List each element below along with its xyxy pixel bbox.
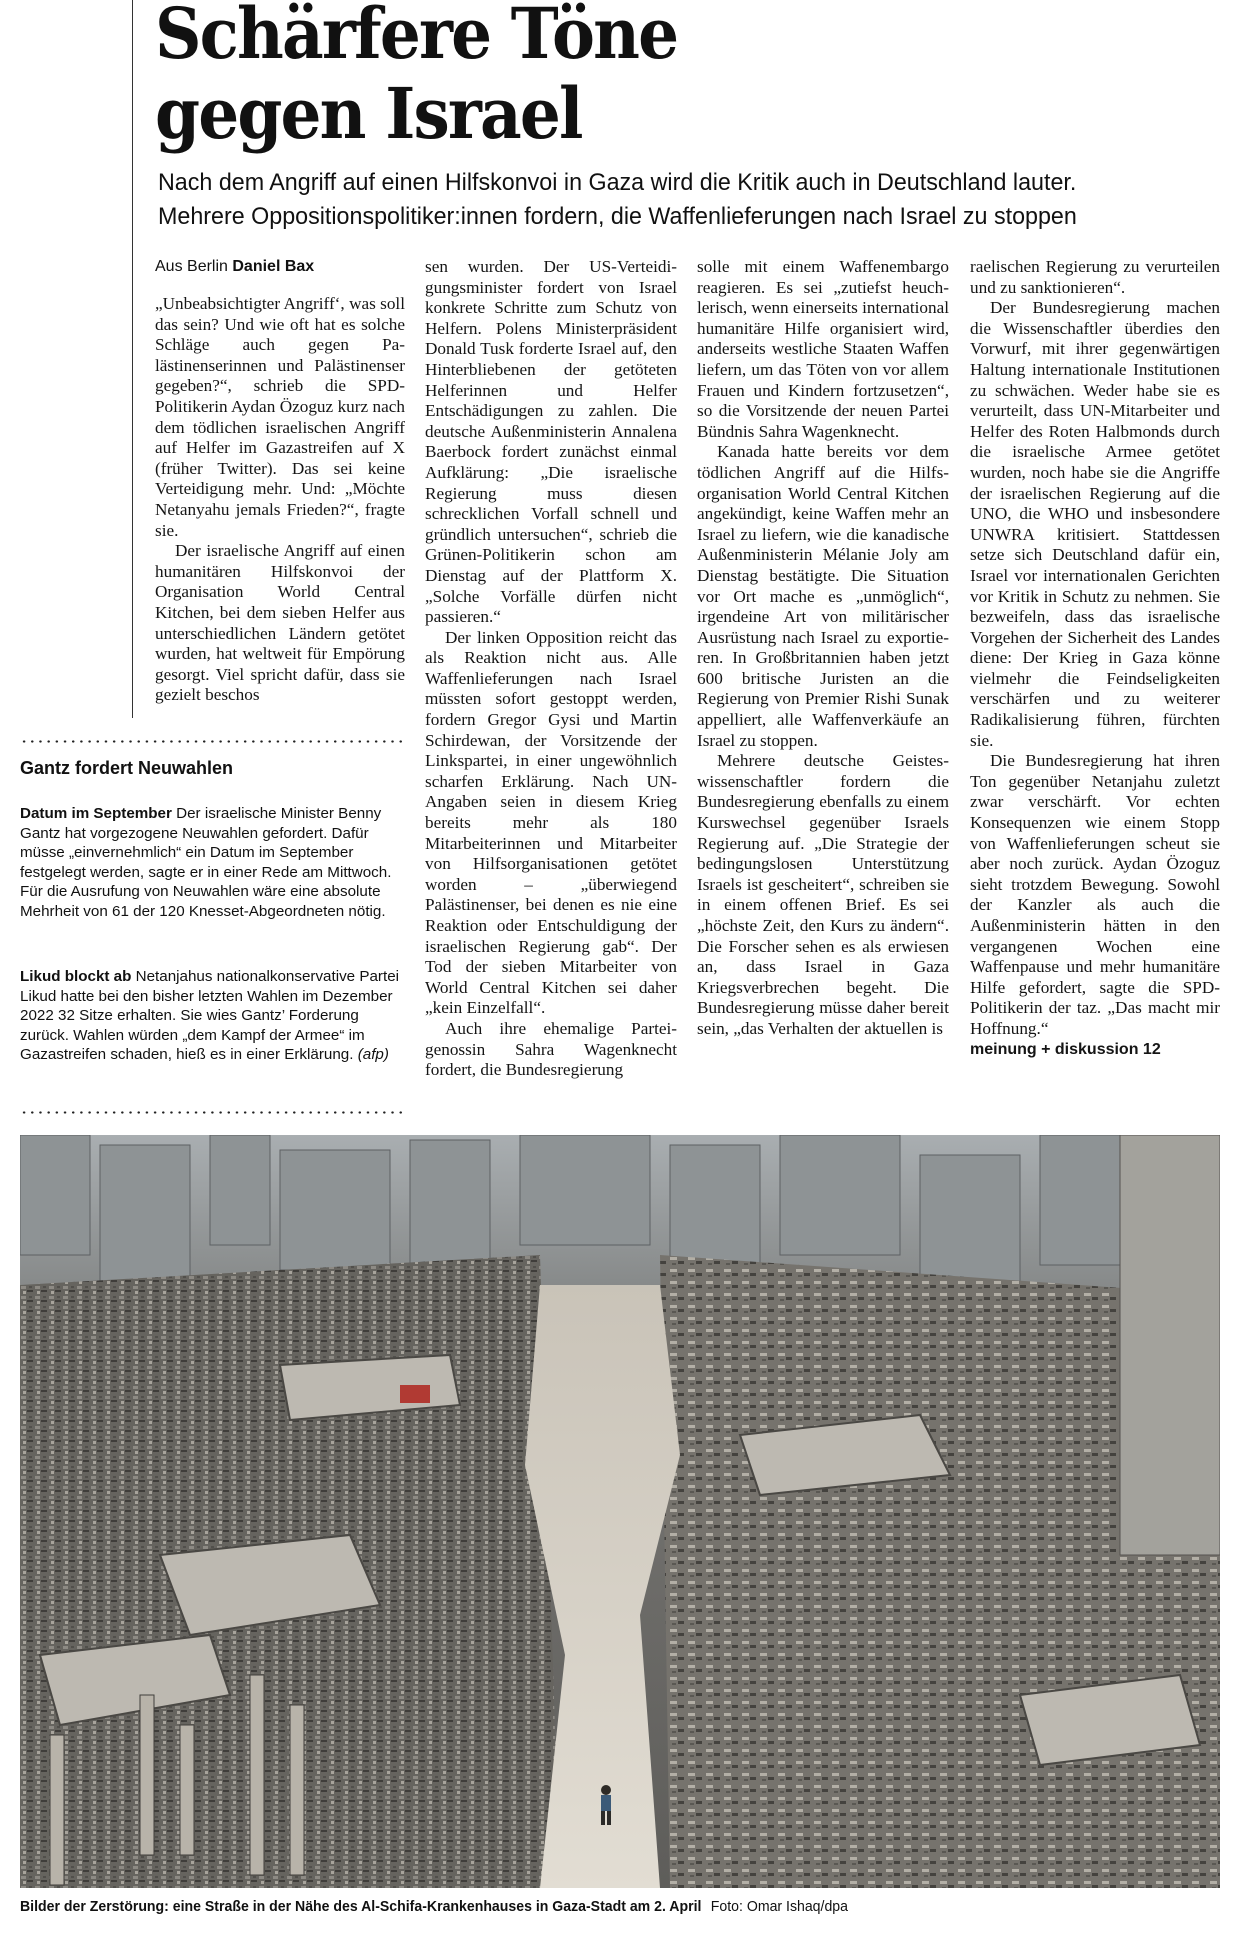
paragraph: Kanada hatte bereits vor dem tödlichen Angriff auf die Hilfsorganisation World Central Kitchen angekündigt, keine Waffen mehr an Israel zu liefern, wie die kanadische Außenministerin Mélanie Joly am Dienstag bestätigte. Die Situation vor Ort mache es „unmöglich“, irgendeine Art von militärischer Ausrüstung nach Israel zu exportieren. In Großbritannien haben jetzt 600 britische Juristen an die Regierung von Premier Rishi Sunak appelliert, alle Waffenverkäufe an Israel zu stoppen. xyxy=(697,442,949,750)
headline-line-2: gegen Israel xyxy=(155,72,582,155)
dotted-divider-top xyxy=(20,740,405,743)
paragraph: sen wurden. Der US-Verteidigungsminister fordert von Israel konkrete Schritte zum Schutz von Helfern. Polens Ministerpräsident Donald Tusk forderte Israel auf, den Hinterbliebenen der getöteten Helferinnen und Helfer Entschädigungen zu zahlen. Die deutsche Außenministerin Annalena Baerbock fordert zunächst einmal Aufklärung: „Die israelische Regierung muss diesen schrecklichen Vorfall schnell und gründlich untersuchen“, schrieb die Grünen-Politikerin schon am Dienstag auf der Plattform X. „Solche Vorfälle dürfen nicht passieren.“ xyxy=(425,257,677,627)
headline xyxy=(155,0,677,154)
sidebar-box-item xyxy=(20,804,410,922)
byline-author: Daniel Bax xyxy=(232,258,315,275)
paragraph: Auch ihre ehemalige Parteigenossin Sahra Wagenknecht fordert, die Bundesregierung xyxy=(425,1018,677,1080)
article-column-4 xyxy=(970,257,1220,1060)
paragraph: Der Bundesregierung machen die Wissenschaftler überdies den Vorwurf, mit ihrer gegenwärtigen Haltung internationale Institutionen zu schwächen. Weder habe sie es verurteilt, dass UN-Mitarbeiter und Helfer des Roten Halbmonds durch die israelische Armee getötet wurden, noch habe sie die Angriffe der israelischen Regierung auf die UNO, die WHO und insbesondere UNWRA kritisiert. Stattdessen setze sich Deutschland dafür ein, Israel vor internationalen Gerichten vor Kritik in Schutz zu nehmen. Sie bezweifeln, dass das israelische Vorgehen der Sicherheit des Landes diene: Der Krieg in Gaza könne vielmehr die Feindseligkeiten verschärfen und zu weiterer Radikalisierung führen, fürchten sie. xyxy=(970,298,1220,750)
article-column-3 xyxy=(697,257,949,1040)
news-photo xyxy=(20,1135,1220,1888)
byline xyxy=(155,258,314,276)
photo-caption xyxy=(20,1898,848,1915)
headline-line-1: Schärfere Töne xyxy=(155,0,678,75)
paragraph: „Unbeabsichtigter Angriff‘, was soll das sein? Und wie oft hat es solche Schläge auch gegen Palästinenserinnen und Palästinenser gegeben?“, schrieb die SPD-Politikerin Aydan Özoguz kurz nach dem tödlichen israelischen Angriff auf Helfer im Gazastreifen auf X (früher Twitter). Das sei keine Verteidigung mehr. Und: „Möchte Netanyahu jemals Frieden?“, fragte sie. xyxy=(155,294,405,540)
paragraph: Die Bundesregierung hat ihren Ton gegenüber Netanjahu zuletzt zwar verschärft. Vor echten Konsequenzen wie einem Stopp von Waffenlieferungen scheut sie aber noch zurück. Aydan Özoguz sieht trotzdem Bewegung. Sowohl der Kanzler als auch die Außenministerin hätten in den vergangenen Wochen eine Waffenpause und mehr humanitäre Hilfe gefordert, sagte die SPD-Politikerin der taz. „Das macht mir Hoffnung.“ xyxy=(970,751,1220,1038)
paragraph: Der israelische Angriff auf einen humanitären Hilfskonvoi der Organisation World Central Kitchen, bei dem sieben Helfer aus unterschiedlichen Ländern getötet wurden, hat weltweit für Empörung gesorgt. Viel spricht dafür, dass sie gezielt beschos xyxy=(155,541,405,705)
cross-reference[interactable]: meinung + diskussion 12 xyxy=(970,1040,1161,1058)
dotted-divider-bottom xyxy=(20,1111,405,1114)
paragraph: Der linken Opposition reicht das als Reaktion nicht aus. Alle Waffenlieferungen nach Israel müssten sofort gestoppt werden, fordern Gregor Gysi und Martin Schirdewan, der Vorsitzende der Linkspartei, in einer ungewöhnlich scharfen Erklärung. Nach UN-Angaben seien in diesem Krieg bereits mehr als 180 Mitarbeiterinnen und Mitarbeiter von Hilfsorganisationen getötet worden – „überwiegend Palästinenser, bei denen es nie eine Reaktion oder Entschuldigung der israelischen Regierung gab“. Der Tod der sieben Mitarbeiter von World Central Kitchen sei daher „kein Einzelfall“. xyxy=(425,627,677,1018)
sidebar-item-lead: Likud blockt ab xyxy=(20,968,132,985)
paragraph: solle mit einem Waffenembargo reagieren. Es sei „zutiefst heuchlerisch, wenn einerseits international humanitäre Hilfe organisiert wird, anderseits westliche Staaten Waffen liefern, um das Töten von vor allem Frauen und Kindern fortzusetzen“, so die Vorsitzende der neuen Partei Bündnis Sahra Wagenknecht. xyxy=(697,257,949,441)
article-column-1 xyxy=(155,294,405,706)
caption-text: Bilder der Zerstörung: eine Straße in der Nähe des Al-Schifa-Krankenhauses in Gaza-Stadt am 2. April xyxy=(20,1898,702,1915)
sidebar-box-item xyxy=(20,967,410,1065)
photo-credit: Foto: Omar Ishaq/dpa xyxy=(710,1898,848,1915)
byline-prefix: Aus Berlin xyxy=(155,258,228,275)
sidebar-item-lead: Datum im September xyxy=(20,805,172,822)
sidebar-item-text: Der israelische Minister Benny Gantz hat vorgezogene Neuwahlen gefordert. Dafür müsse „einvernehmlich“ ein Datum im September festgelegt werden, sagte er in einer Rede am Mittwoch. Für die Ausrufung von Neuwahlen wäre eine absolute Mehrheit von 61 der 120 Knesset-Abgeordneten nötig. xyxy=(20,805,392,920)
sidebar-box-title: Gantz fordert Neuwahlen xyxy=(20,758,234,778)
rubble-scene-illustration xyxy=(20,1135,1220,1888)
article-column-2 xyxy=(425,257,677,1081)
paragraph: Mehrere deutsche Geisteswissenschaftler fordern die Bundesregierung ebenfalls zu einem Kurswechsel gegenüber Israels Regierung auf. „Die Strategie der bedingungslosen Unterstützung Israels ist gescheitert“, schreiben sie in einem offenen Brief. Es sei „höchste Zeit, den Kurs zu ändern“. Die Forscher sehen es als erwiesen an, dass Israel in Gaza Kriegsverbrechen begeht. Die Bundesregierung müsse daher bereit sein, „das Verhalten der aktuellen is xyxy=(697,751,949,1038)
sidebar-item-source: (afp) xyxy=(357,1046,389,1064)
sidebar-item-text: Netanjahus nationalkonservative Partei Likud hatte bei den bisher letzten Wahlen im Dezember 2022 32 Sitze erhalten. Sie wies Gantz’ Forderung zurück. Wahlen würden „dem Kampf der Armee“ im Gazastreifen schaden, hieß es in einer Erklärung. xyxy=(20,968,400,1064)
subhead-line-1: Nach dem Angriff auf einen Hilfskonvoi in Gaza wird die Kritik auch in Deutschland lauter. xyxy=(158,169,1077,196)
subheadline xyxy=(158,166,1206,234)
paragraph: raelischen Regierung zu verurteilen und zu sanktionieren“. xyxy=(970,257,1220,297)
subhead-line-2: Mehrere Oppositionspolitiker:innen fordern, die Waffenlieferungen nach Israel zu stoppen xyxy=(158,203,1077,230)
column-rule xyxy=(132,0,133,718)
